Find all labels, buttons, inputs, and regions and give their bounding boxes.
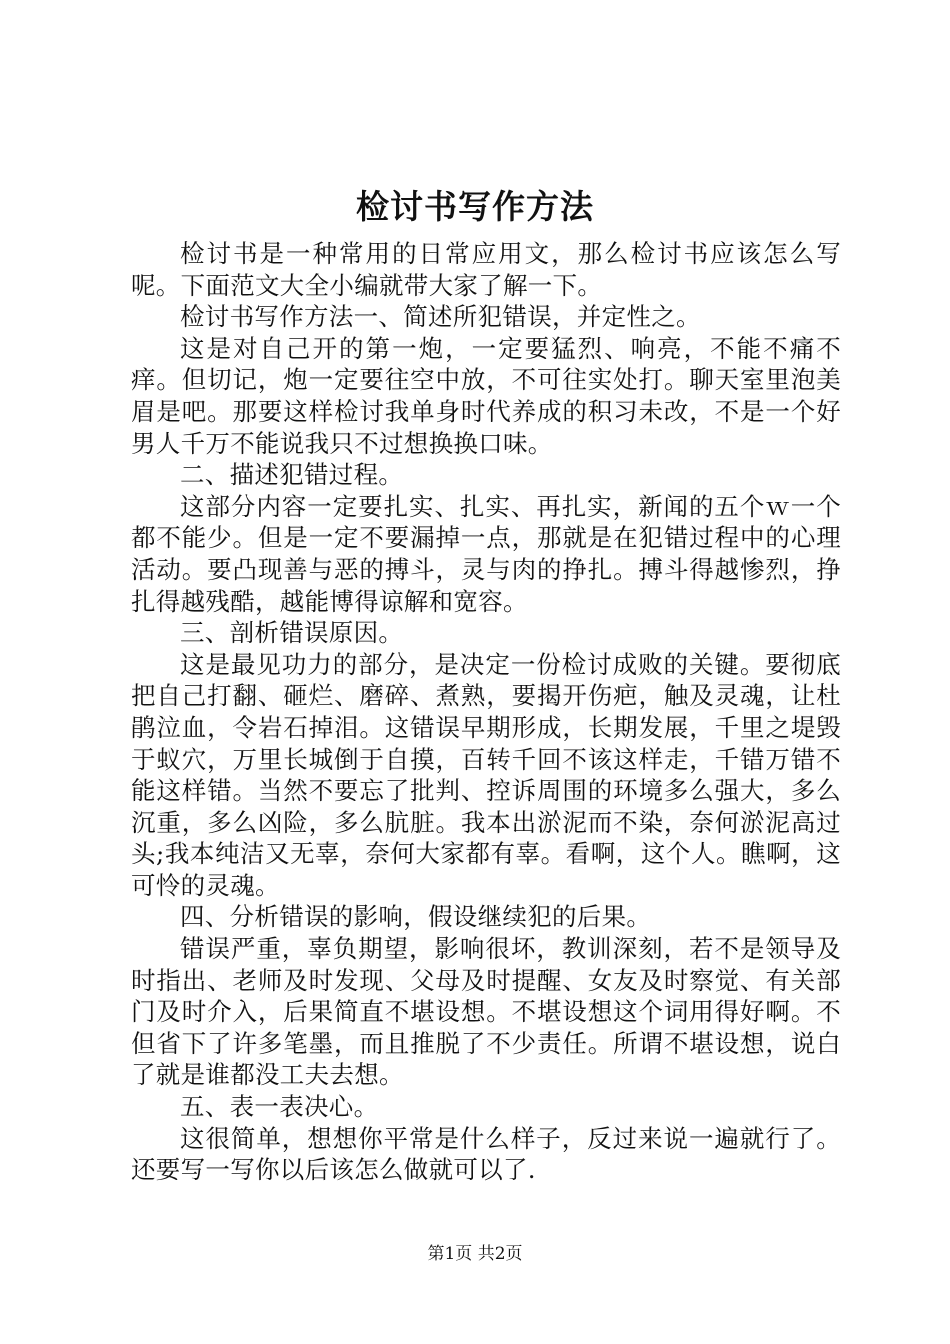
paragraph-section-5: 这很简单，想想你平常是什么样子，反过来说一遍就行了。还要写一写你以后该怎么做就可以了. bbox=[131, 1123, 841, 1185]
section-heading-1: 检讨书写作方法一、简述所犯错误，并定性之。 bbox=[180, 302, 701, 332]
section-heading-5: 五、表一表决心。 bbox=[180, 1092, 379, 1122]
document-title: 检讨书写作方法 bbox=[356, 187, 594, 226]
document-body bbox=[131, 238, 841, 1186]
paragraph-section-2: 这部分内容一定要扎实、扎实、再扎实，新闻的五个ｗ一个都不能少。但是一定不要漏掉一点，那就是在犯错过程中的心理活动。要凸现善与恶的搏斗，灵与肉的挣扎。搏斗得越惨烈，挣扎得越残酷，越能博得谅解和宽容。 bbox=[131, 491, 841, 616]
paragraph-intro: 检讨书是一种常用的日常应用文，那么检讨书应该怎么写呢。下面范文大全小编就带大家了解一下。 bbox=[131, 239, 841, 300]
paragraph-section-4: 错误严重，辜负期望，影响很坏，教训深刻，若不是领导及时指出、老师及时发现、父母及时提醒、女友及时察觉、有关部门及时介入，后果简直不堪设想。不堪设想这个词用得好啊。不但省下了许多笔墨，而且推脱了不少责任。所谓不堪设想，说白了就是谁都没工夫去想。 bbox=[131, 934, 841, 1090]
page-number-footer: 第1页 共2页 bbox=[427, 1244, 523, 1264]
paragraph-section-3: 这是最见功力的部分，是决定一份检讨成败的关键。要彻底把自己打翻、砸烂、磨碎、煮熟，要揭开伤疤，触及灵魂，让杜鹃泣血，令岩石掉泪。这错误早期形成，长期发展，千里之堤毁于蚁穴，万里长城倒于自摸，百转千回不该这样走，千错万错不能这样错。当然不要忘了批判、控诉周围的环境多么强大，多么沉重，多么凶险，多么肮脏。我本出淤泥而不染，奈何淤泥高过头;我本纯洁又无辜，奈何大家都有辜。看啊，这个人。瞧啊，这可怜的灵魂。 bbox=[131, 649, 841, 900]
paragraph-section-1: 这是对自己开的第一炮，一定要猛烈、响亮，不能不痛不痒。但切记，炮一定要往空中放，不可往实处打。聊天室里泡美眉是吧。那要这样检讨我单身时代养成的积习未改，不是一个好男人千万不能说我只不过想换换口味。 bbox=[131, 333, 841, 458]
section-heading-2: 二、描述犯错过程。 bbox=[180, 460, 404, 490]
section-heading-4: 四、分析错误的影响，假设继续犯的后果。 bbox=[180, 902, 652, 932]
section-heading-3: 三、剖析错误原因。 bbox=[180, 618, 404, 648]
